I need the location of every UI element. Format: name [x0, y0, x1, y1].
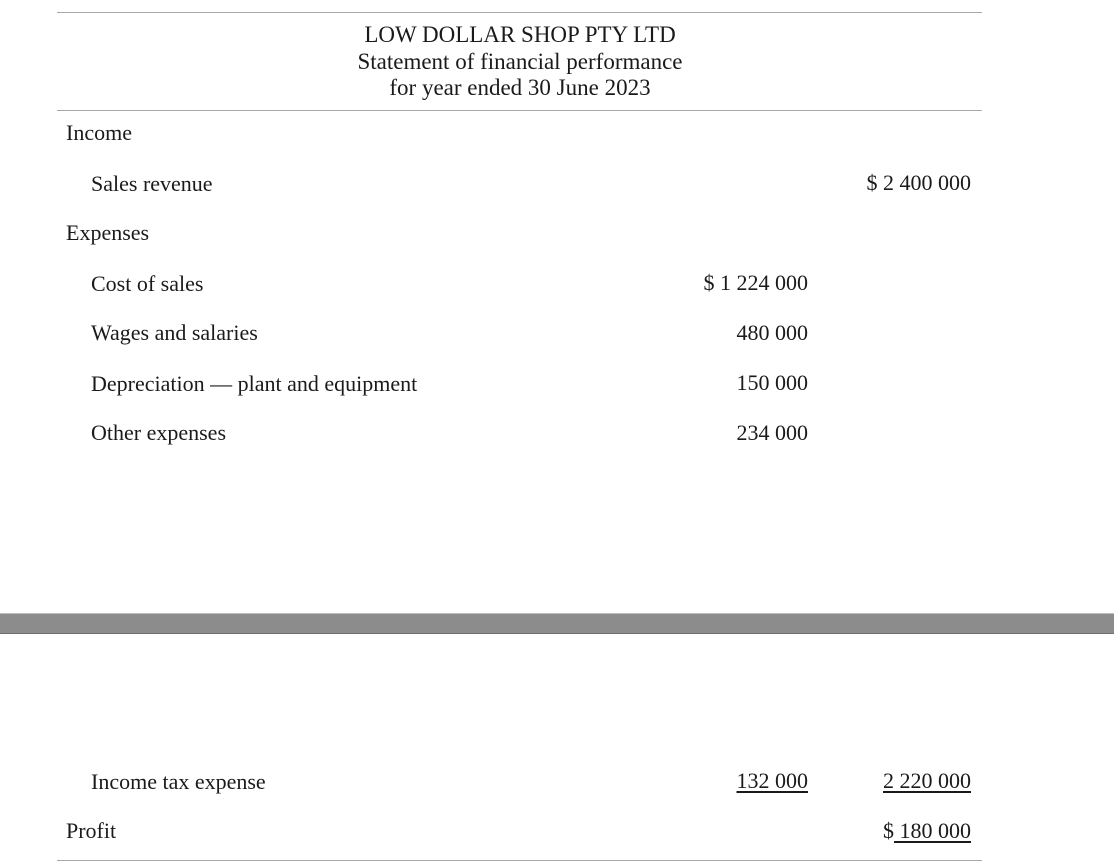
profit-amount-group [883, 818, 971, 844]
top-rule [57, 12, 982, 13]
profit-label: Profit [66, 818, 117, 843]
income-tax-amount: 132 000 [736, 768, 808, 793]
depreciation-label: Depreciation — plant and equipment [91, 371, 418, 396]
statement-period: for year ended 30 June 2023 [389, 75, 651, 100]
cost-of-sales-label: Cost of sales [91, 271, 204, 296]
statement-header [300, 22, 740, 102]
wages-amount: 480 000 [736, 320, 808, 345]
company-name: LOW DOLLAR SHOP PTY LTD [364, 22, 676, 47]
other-expenses-label: Other expenses [91, 420, 227, 445]
cost-of-sales-amount: $ 1 224 000 [703, 270, 808, 295]
other-expenses-amount: 234 000 [736, 420, 808, 445]
profit-currency: $ [883, 818, 894, 843]
profit-amount: 180 000 [899, 818, 971, 843]
depreciation-amount: 150 000 [736, 370, 808, 395]
sales-revenue-amount: $ 2 400 000 [866, 170, 971, 195]
income-heading: Income [66, 120, 132, 145]
expenses-heading: Expenses [66, 220, 150, 245]
statement-title: Statement of financial performance [357, 48, 683, 74]
wages-label: Wages and salaries [91, 320, 258, 345]
income-tax-label: Income tax expense [91, 769, 266, 794]
bottom-rule [57, 860, 982, 861]
header-rule [57, 110, 982, 111]
sales-revenue-label: Sales revenue [91, 171, 213, 196]
page-break-bar [0, 613, 1114, 634]
total-expenses-amount: 2 220 000 [883, 768, 971, 793]
